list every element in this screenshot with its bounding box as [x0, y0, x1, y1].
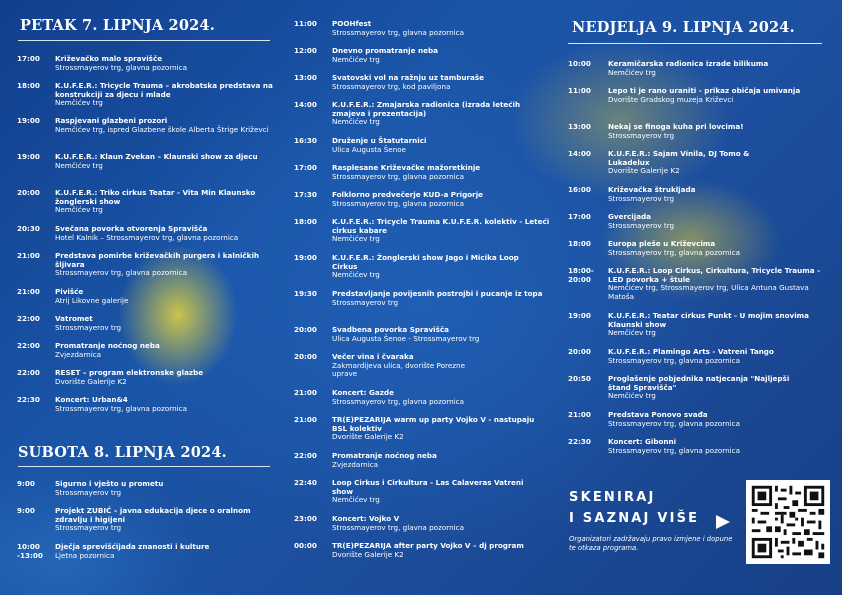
- scan-title: [569, 487, 699, 529]
- saturday-rule: [18, 466, 270, 467]
- qr-code-icon: [746, 480, 830, 564]
- friday-heading: PETAK 7. LIPNJA 2024.: [20, 17, 215, 34]
- saturday-heading: SUBOTA 8. LIPNJA 2024.: [18, 444, 227, 461]
- friday-rule: [18, 40, 270, 41]
- scan-line-1: SKENIRAJ: [569, 490, 656, 505]
- qr-code[interactable]: [746, 480, 830, 564]
- arrow-right-icon: [716, 515, 730, 529]
- sunday-heading: NEDJELJA 9. LIPNJA 2024.: [572, 19, 795, 36]
- sunday-rule: [568, 43, 822, 44]
- disclaimer-note: Organizatori zadržavaju pravo izmjene i dopune te otkaza programa.: [569, 535, 733, 552]
- scan-line-2: I SAZNAJ VIŠE: [569, 511, 700, 526]
